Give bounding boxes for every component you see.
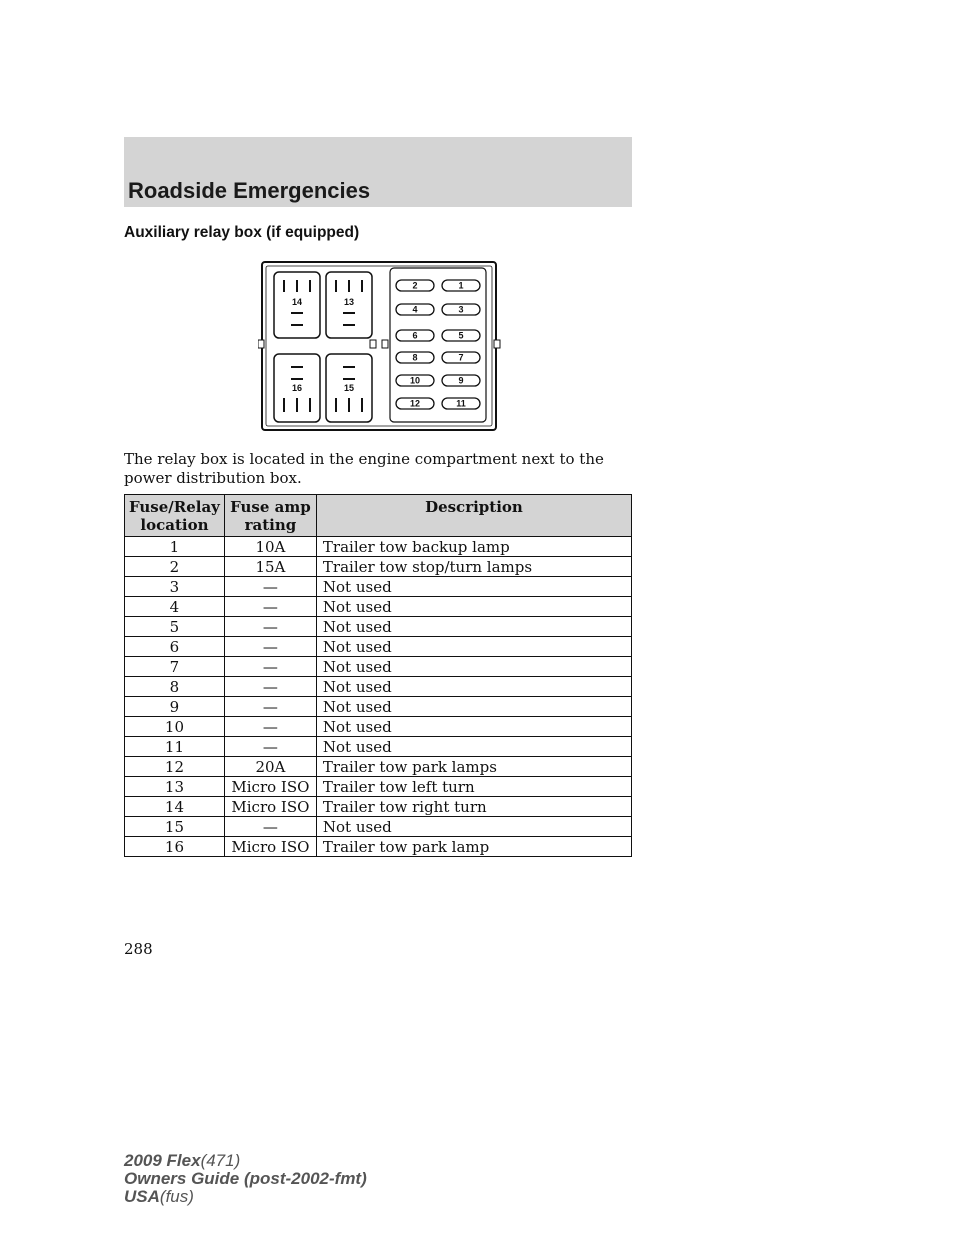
- cell-location: 1: [125, 537, 225, 557]
- fuse-slot: [442, 375, 480, 386]
- cell-location: 3: [125, 577, 225, 597]
- table-row: [125, 597, 632, 617]
- cell-rating: Micro ISO: [224, 837, 316, 857]
- cell-location: 11: [125, 737, 225, 757]
- fuse-label: 6: [412, 330, 418, 341]
- table-row: [125, 757, 632, 777]
- fuse-slot: [396, 398, 434, 409]
- cell-rating: —: [224, 617, 316, 637]
- cell-location: 4: [125, 597, 225, 617]
- center-clip-right: [382, 340, 388, 348]
- fuse-slot: [442, 280, 480, 291]
- table-row: [125, 557, 632, 577]
- cell-rating: —: [224, 737, 316, 757]
- cell-rating: —: [224, 597, 316, 617]
- cell-description: Trailer tow park lamp: [316, 837, 631, 857]
- fuse-slot: [442, 330, 480, 341]
- footer-guide: Owners Guide (post-2002-fmt): [124, 1169, 367, 1188]
- fuse-label: 4: [412, 304, 418, 315]
- fuse-label: 10: [409, 375, 421, 386]
- footer-market: USA: [124, 1187, 160, 1206]
- cell-location: 8: [125, 677, 225, 697]
- cell-rating: —: [224, 677, 316, 697]
- table-row: [125, 577, 632, 597]
- fuse-label: 5: [458, 330, 464, 341]
- fuse-slot: [442, 352, 480, 363]
- fuse-label: 1: [458, 280, 464, 291]
- relay-label-14: 14: [291, 297, 303, 307]
- cell-location: 9: [125, 697, 225, 717]
- table-row: [125, 777, 632, 797]
- table-row: [125, 817, 632, 837]
- table-row: [125, 737, 632, 757]
- intro-paragraph: The relay box is located in the engine compartment next to the power distribution box.: [124, 450, 604, 487]
- relay-label-16: 16: [291, 383, 303, 393]
- cell-description: Not used: [316, 617, 631, 637]
- fuse-slot: [396, 280, 434, 291]
- relay-label-13: 13: [343, 297, 355, 307]
- table-row: [125, 717, 632, 737]
- footer-model-code: (471): [200, 1151, 241, 1170]
- cell-rating: 20A: [224, 757, 316, 777]
- cell-description: Not used: [316, 637, 631, 657]
- cell-description: Trailer tow right turn: [316, 797, 631, 817]
- footer-model: 2009 Flex: [124, 1151, 201, 1170]
- cell-location: 16: [125, 837, 225, 857]
- cell-rating: 10A: [224, 537, 316, 557]
- cell-description: Not used: [316, 817, 631, 837]
- fuse-slot: [396, 375, 434, 386]
- section-title: Auxiliary relay box (if equipped): [124, 224, 360, 241]
- cell-description: Trailer tow left turn: [316, 777, 631, 797]
- footer: [124, 1152, 367, 1206]
- cell-description: Not used: [316, 577, 631, 597]
- fuse-slot: [396, 330, 434, 341]
- table-row: [125, 697, 632, 717]
- fuse-label: 11: [456, 398, 466, 409]
- cell-rating: —: [224, 577, 316, 597]
- cell-description: Trailer tow stop/turn lamps: [316, 557, 631, 577]
- page-number: 288: [124, 940, 153, 958]
- cell-location: 2: [125, 557, 225, 577]
- cell-rating: Micro ISO: [224, 797, 316, 817]
- relay-box-diagram: [258, 258, 502, 434]
- fuse-slot: [396, 304, 434, 315]
- page-header-title: Roadside Emergencies: [128, 178, 371, 203]
- table-row: [125, 677, 632, 697]
- cell-rating: —: [224, 657, 316, 677]
- table-row: [125, 837, 632, 857]
- relay-14: [274, 272, 320, 338]
- fuse-label: 3: [458, 304, 464, 315]
- relay-15: [326, 354, 372, 422]
- table-body: [125, 537, 632, 857]
- cell-rating: 15A: [224, 557, 316, 577]
- fuse-label: 7: [458, 352, 464, 363]
- cell-rating: —: [224, 637, 316, 657]
- header-rating: Fuse amp rating: [224, 495, 316, 537]
- relay-label-15: 15: [343, 383, 355, 393]
- cell-description: Not used: [316, 597, 631, 617]
- center-clip-left: [370, 340, 376, 348]
- cell-rating: —: [224, 697, 316, 717]
- cell-location: 14: [125, 797, 225, 817]
- table-row: [125, 537, 632, 557]
- relay-13: [326, 272, 372, 338]
- cell-description: Trailer tow park lamps: [316, 757, 631, 777]
- table-row: [125, 797, 632, 817]
- fuse-slot: [442, 304, 480, 315]
- cell-description: Not used: [316, 697, 631, 717]
- table-row: [125, 617, 632, 637]
- fuse-slot: [396, 352, 434, 363]
- table-row: [125, 657, 632, 677]
- cell-location: 5: [125, 617, 225, 637]
- cell-rating: —: [224, 717, 316, 737]
- relay-box-svg: [258, 258, 502, 434]
- fuse-label: 2: [412, 280, 418, 291]
- cell-description: Not used: [316, 737, 631, 757]
- table-header-row: [125, 495, 632, 537]
- cell-location: 15: [125, 817, 225, 837]
- left-clip: [258, 340, 264, 348]
- right-clip: [494, 340, 500, 348]
- cell-location: 6: [125, 637, 225, 657]
- cell-rating: Micro ISO: [224, 777, 316, 797]
- footer-market-code: (fus): [159, 1187, 194, 1206]
- fuse-slot: [442, 398, 480, 409]
- table-row: [125, 637, 632, 657]
- fuse-label: 8: [412, 352, 418, 363]
- cell-description: Not used: [316, 657, 631, 677]
- cell-location: 12: [125, 757, 225, 777]
- cell-description: Trailer tow backup lamp: [316, 537, 631, 557]
- cell-location: 10: [125, 717, 225, 737]
- fuse-label: 9: [458, 375, 464, 386]
- cell-description: Not used: [316, 677, 631, 697]
- cell-rating: —: [224, 817, 316, 837]
- fuse-table: [124, 494, 632, 857]
- header-description: Description: [316, 495, 631, 537]
- cell-location: 13: [125, 777, 225, 797]
- cell-description: Not used: [316, 717, 631, 737]
- relay-16: [274, 354, 320, 422]
- fuse-label: 12: [409, 398, 421, 409]
- header-location: Fuse/Relay location: [125, 495, 225, 537]
- cell-location: 7: [125, 657, 225, 677]
